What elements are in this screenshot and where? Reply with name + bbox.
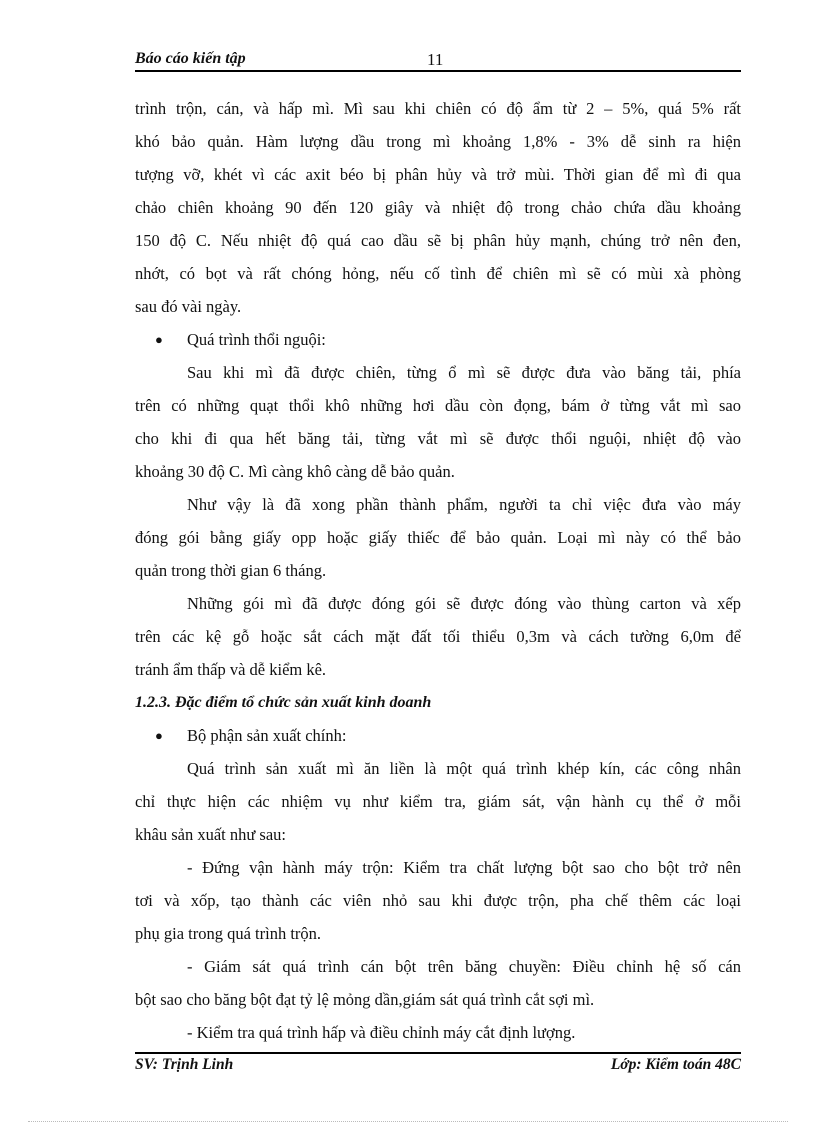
text-line: trên có những quạt thổi khô những hơi dầu còn đọng, bám ở từng vắt mì sao	[135, 396, 741, 415]
page-header	[135, 50, 741, 70]
text-line: đóng gói bằng giấy opp hoặc giấy thiếc để bảo quản. Loại mì này có thể bảo	[135, 528, 741, 547]
text-line: chỉ thực hiện các nhiệm vụ như kiểm tra, giám sát, vận hành cụ thể ở mỗi	[135, 792, 741, 811]
page-footer	[135, 1056, 741, 1076]
bullet-icon: ●	[155, 728, 163, 743]
text-line: tránh ẩm thấp và dễ kiểm kê.	[135, 660, 327, 679]
bullet-item-production	[135, 719, 741, 752]
text-line: bột sao cho băng bột đạt tỷ lệ mỏng dần,giám sát quá trình cắt sợi mì.	[135, 990, 595, 1009]
text-line: Như vậy là đã xong phần thành phẩm, người ta chỉ việc đưa vào máy	[187, 495, 741, 514]
bullet-label: Bộ phận sản xuất chính:	[187, 726, 347, 745]
text-line: tơi và xốp, tạo thành các viên nhỏ sau khi được trộn, pha chế thêm các loại	[135, 891, 741, 910]
text-line: khoảng 30 độ C. Mì càng khô càng dễ bảo quản.	[135, 462, 455, 481]
text-line: Quá trình sản xuất mì ăn liền là một quá trình khép kín, các công nhân	[187, 759, 741, 778]
document-body	[135, 92, 741, 1049]
footer-rule	[135, 1052, 741, 1054]
text-line: sau đó vài ngày.	[135, 297, 242, 316]
report-title: Báo cáo kiến tập	[135, 50, 246, 67]
text-line: 150 độ C. Nếu nhiệt độ quá cao dầu sẽ bị phân hủy mạnh, chúng trở nên đen,	[135, 231, 741, 250]
text-line: tượng vỡ, khét vì các axit béo bị phân hủy và trở mùi. Thời gian để mì đi qua	[135, 165, 741, 184]
text-line: quản trong thời gian 6 tháng.	[135, 561, 327, 580]
student-name: SV: Trịnh Linh	[135, 1056, 234, 1073]
text-line: khó bảo quản. Hàm lượng dầu trong mì khoảng 1,8% - 3% dễ sinh ra hiện	[135, 132, 741, 151]
class-name: Lớp: Kiểm toán 48C	[610, 1056, 741, 1073]
page-number: 11	[427, 50, 444, 69]
page-edge-divider	[28, 1121, 788, 1122]
text-line: trình trộn, cán, và hấp mì. Mì sau khi chiên có độ ẩm từ 2 – 5%, quá 5% rất	[135, 99, 741, 118]
text-line: trên các kệ gỗ hoặc sắt cách mặt đất tối thiểu 0,3m và cách tường 6,0m để	[135, 627, 741, 646]
text-line: khâu sản xuất như sau:	[135, 825, 286, 844]
text-line: cho khi đi qua hết băng tải, từng vắt mì sẽ được thổi nguội, nhiệt độ vào	[135, 429, 741, 448]
section-heading: 1.2.3. Đặc điểm tổ chức sản xuất kinh doanh	[135, 694, 432, 711]
text-line: - Đứng vận hành máy trộn: Kiểm tra chất lượng bột sao cho bột trở nên	[187, 858, 741, 877]
bullet-item-cooling	[135, 323, 741, 356]
text-line: - Kiểm tra quá trình hấp và điều chỉnh máy cắt định lượng.	[187, 1023, 576, 1042]
text-line: phụ gia trong quá trình trộn.	[135, 924, 322, 943]
text-line: Sau khi mì đã được chiên, từng ổ mì sẽ được đưa vào băng tải, phía	[187, 363, 741, 382]
text-line: nhớt, có bọt và rất chóng hỏng, nếu cố tình để chiên mì sẽ có mùi xà phòng	[135, 264, 741, 283]
bullet-label: Quá trình thổi nguội:	[187, 330, 326, 349]
text-line: Những gói mì đã được đóng gói sẽ được đóng vào thùng carton và xếp	[187, 594, 741, 613]
text-line: - Giám sát quá trình cán bột trên băng chuyền: Điều chỉnh hệ số cán	[187, 957, 741, 976]
header-rule	[135, 70, 741, 72]
text-line: chảo chiên khoảng 90 đến 120 giây và nhiệt độ trong chảo chứa dầu khoảng	[135, 198, 741, 217]
bullet-icon: ●	[155, 332, 163, 347]
